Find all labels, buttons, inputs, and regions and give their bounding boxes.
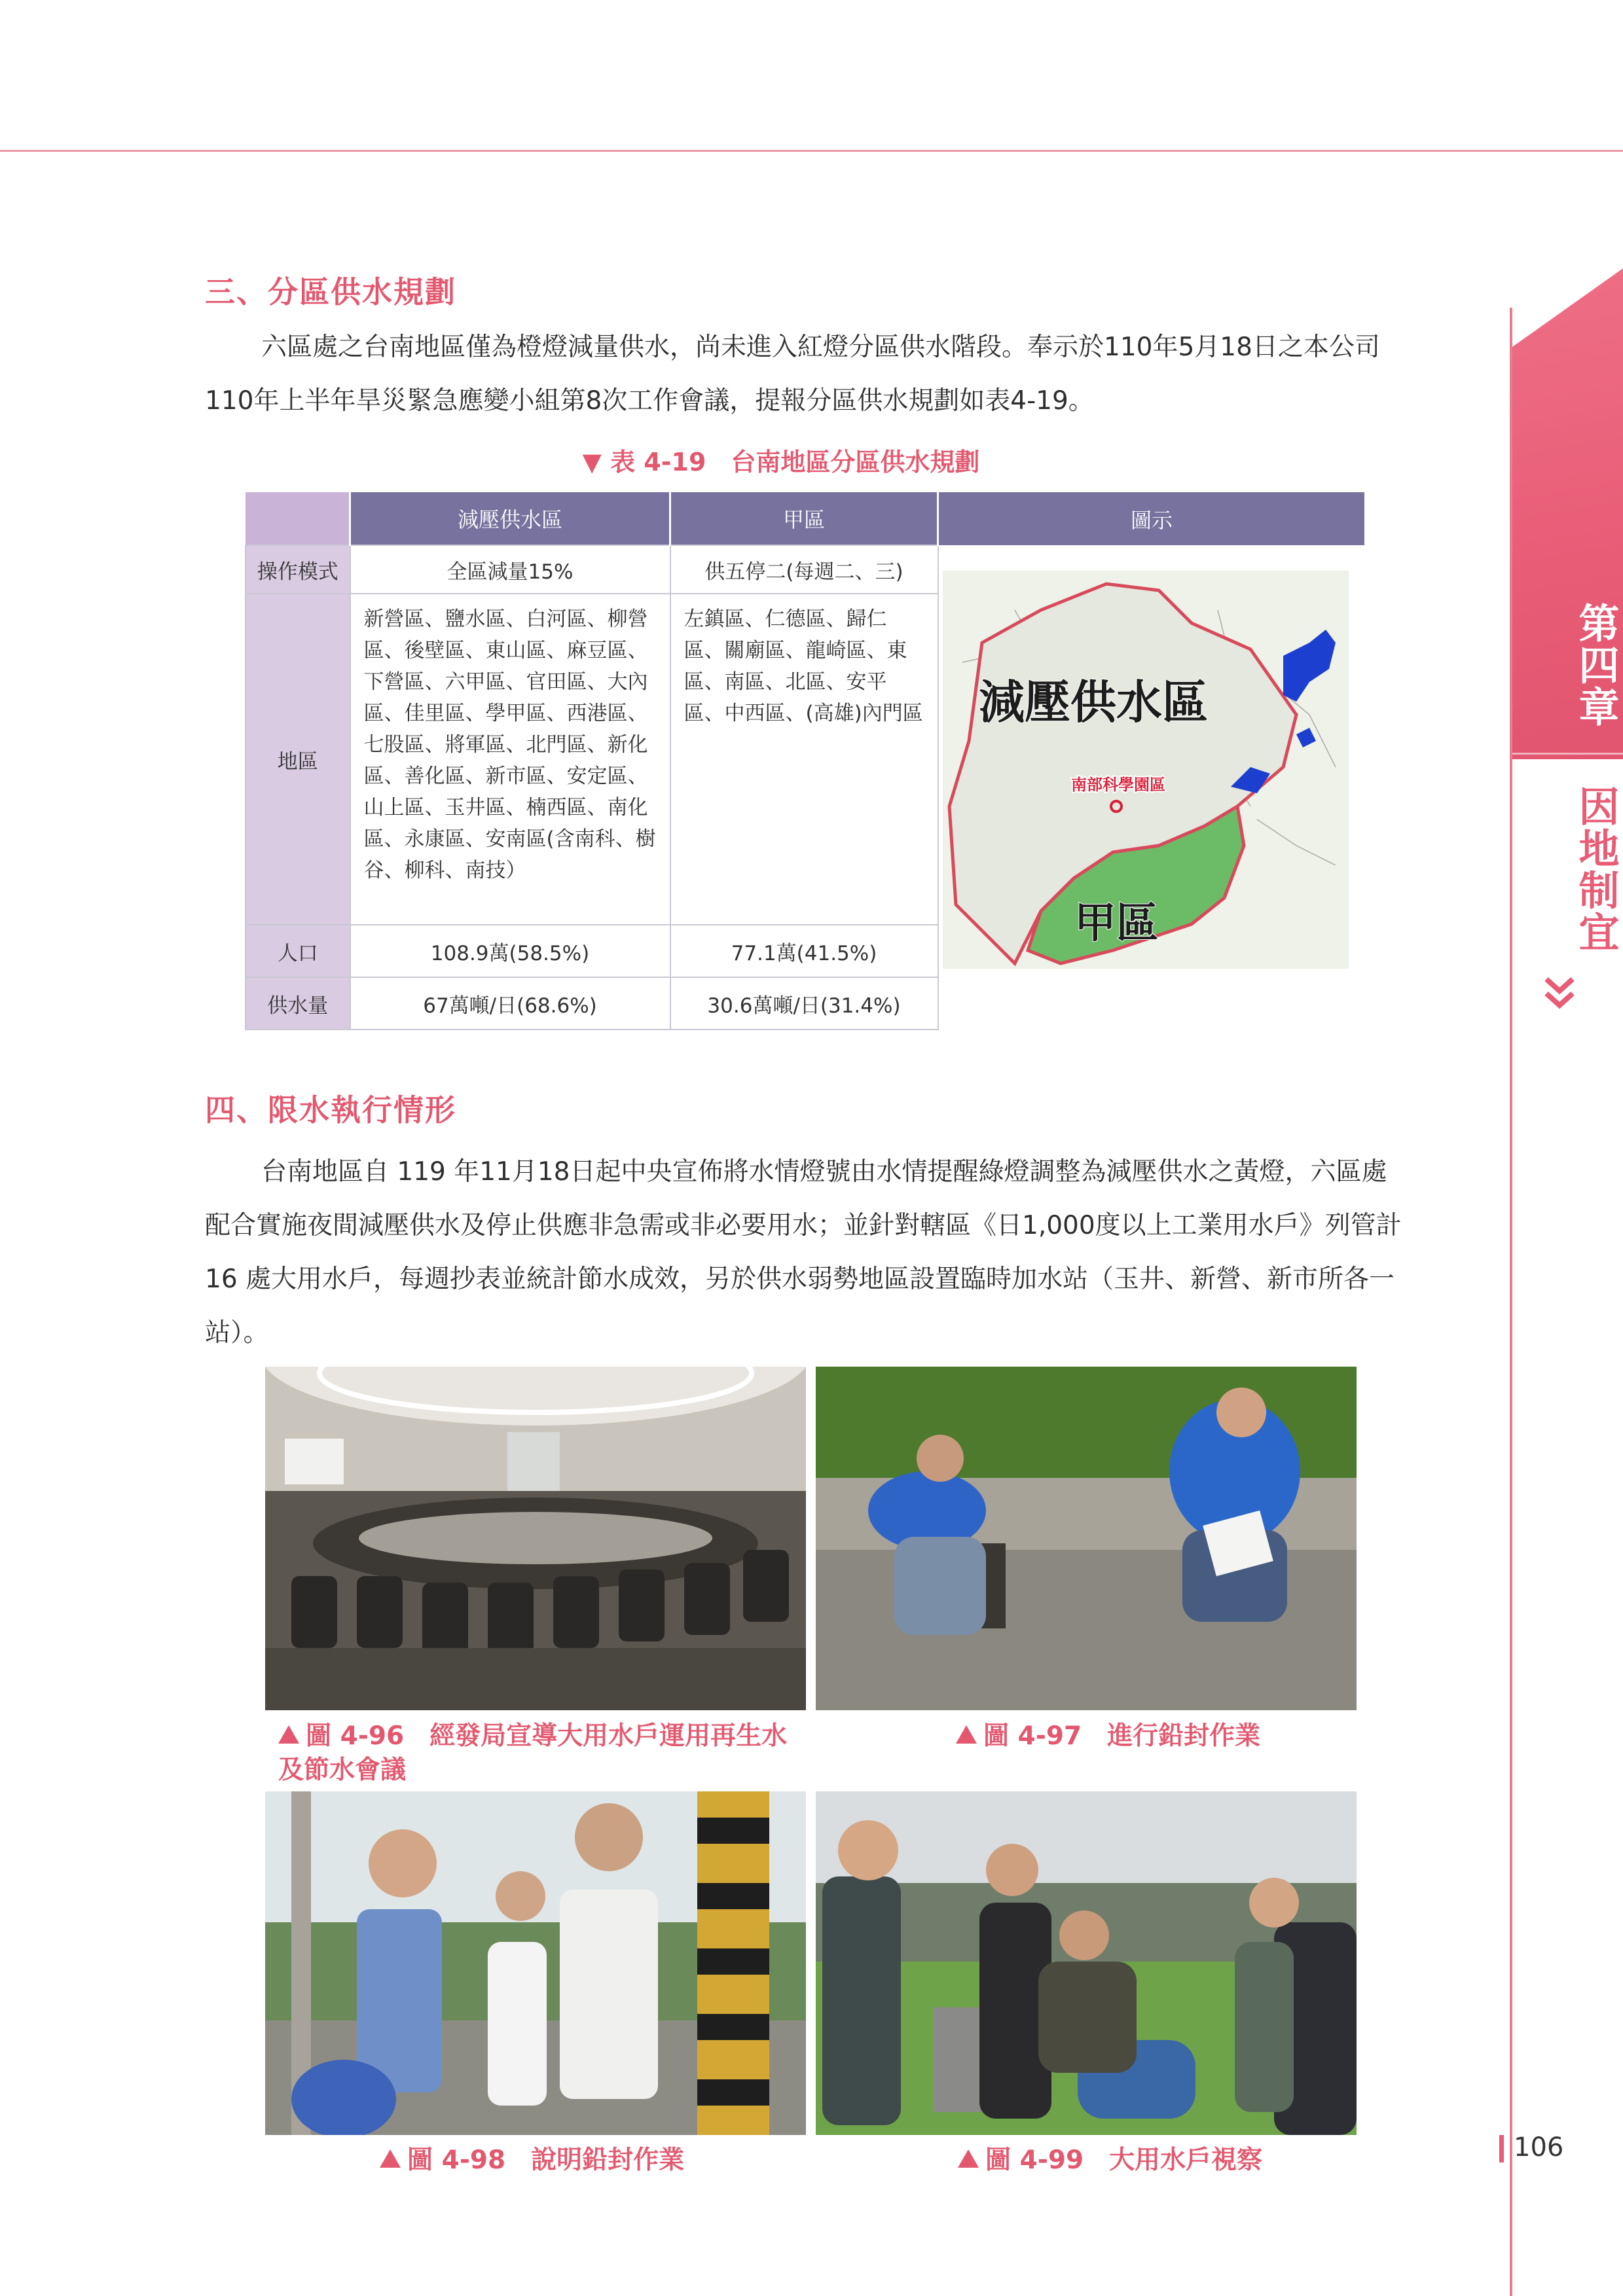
table-cell: 左鎮區、仁德區、歸仁區、關廟區、龍崎區、東區、南區、北區、安平區、中西區、(高雄)內門區	[670, 594, 938, 925]
paragraph-text: 台南地區自 119 年11月18日起中央宣佈將水情燈號由水情提醒綠燈調整為減壓供水之黃燈，六區處配合實施夜間減壓供水及停止供應非急需或非必要用水；並針對轄區《日1,000度以上工業用水戶》列管計 16 處大用水戶，每週抄表並統計節水成效，另於供水弱勢地區設置臨時加水站（玉井、新營、新市所各一站）。	[205, 1157, 1402, 1348]
figure-caption-text: 圖 4-97 進行鉛封作業	[983, 1721, 1261, 1751]
chapter-title: 因地制宜	[1572, 785, 1620, 953]
figure-caption-99	[958, 2144, 1262, 2178]
column-header: 圖示	[938, 492, 1365, 545]
table-caption	[205, 442, 1357, 478]
table-cell: 30.6萬噸/日(31.4%)	[670, 977, 938, 1030]
top-rule	[0, 150, 1623, 152]
zone-map	[943, 571, 1349, 969]
triangle-up-icon	[958, 2149, 979, 2168]
column-header: 減壓供水區	[350, 492, 670, 545]
triangle-down-icon: ▼	[582, 448, 611, 476]
table-cell: 新營區、鹽水區、白河區、柳營區、後壁區、東山區、麻豆區、下營區、六甲區、官田區、大內區、佳里區、學甲區、西港區、七股區、將軍區、北門區、新化區、善化區、新市區、安定區、山上區、玉井區、楠西區、南化區、永康區、安南區(含南科、樹谷、柳科、南技）	[350, 594, 670, 925]
side-rule	[1510, 308, 1512, 2296]
column-header: 甲區	[670, 492, 938, 545]
chapter-number: 第四章	[1572, 602, 1620, 728]
map-zone1-label: 減壓供水區	[979, 675, 1208, 729]
figure-caption-96	[278, 1719, 802, 1787]
table-corner	[246, 492, 350, 545]
triangle-up-icon	[278, 1725, 299, 1744]
photo-sealing	[816, 1367, 1357, 1710]
section-paragraph-3	[205, 321, 1410, 428]
table-cell: 全區減量15%	[350, 545, 670, 594]
triangle-up-icon	[380, 2149, 401, 2168]
table-cell: 77.1萬(41.5%)	[670, 925, 938, 977]
paragraph-text: 六區處之台南地區僅為橙燈減量供水，尚未進入紅燈分區供水階段。奉示於110年5月18日之本公司110年上半年旱災緊急應變小組第8次工作會議，提報分區供水規劃如表4-19。	[205, 332, 1380, 416]
row-label: 人口	[246, 925, 350, 977]
table-header-row	[246, 492, 1364, 545]
photo-explain-sealing	[265, 1791, 806, 2135]
triangle-up-icon	[956, 1725, 977, 1744]
page-number-text: 106	[1514, 2132, 1564, 2162]
table-cell: 供五停二(每週二、三)	[670, 545, 938, 594]
section-paragraph-4	[205, 1145, 1410, 1360]
figure-caption-97	[956, 1719, 1260, 1753]
figure-caption-text: 圖 4-96 經發局宣導大用水戶運用再生水及節水會議	[278, 1721, 788, 1785]
photo-inspection	[816, 1791, 1357, 2135]
figure-caption-98	[380, 2144, 684, 2178]
map-zone2-label: 甲區	[1074, 899, 1158, 948]
row-label: 供水量	[246, 977, 350, 1030]
table-cell: 108.9萬(58.5%)	[350, 925, 670, 977]
chevron-down-icon	[1540, 975, 1579, 1012]
map-park-label: 南部科學園區	[1071, 776, 1165, 794]
section-heading-4: 四、限水執行情形	[205, 1092, 456, 1128]
page-number	[1499, 2132, 1563, 2162]
photo-meeting	[265, 1367, 806, 1710]
map-graphic	[943, 571, 1349, 969]
figure-caption-text: 圖 4-99 大用水戶視察	[985, 2145, 1263, 2175]
table-caption-text: 表 4-19 台南地區分區供水規劃	[610, 448, 980, 476]
section-heading-3: 三、分區供水規劃	[205, 274, 456, 310]
row-label: 地區	[246, 594, 350, 925]
table-cell: 67萬噸/日(68.6%)	[350, 977, 670, 1030]
row-label: 操作模式	[246, 545, 350, 594]
figure-caption-text: 圖 4-98 說明鉛封作業	[407, 2145, 685, 2175]
chapter-tab-divider	[1512, 753, 1623, 755]
